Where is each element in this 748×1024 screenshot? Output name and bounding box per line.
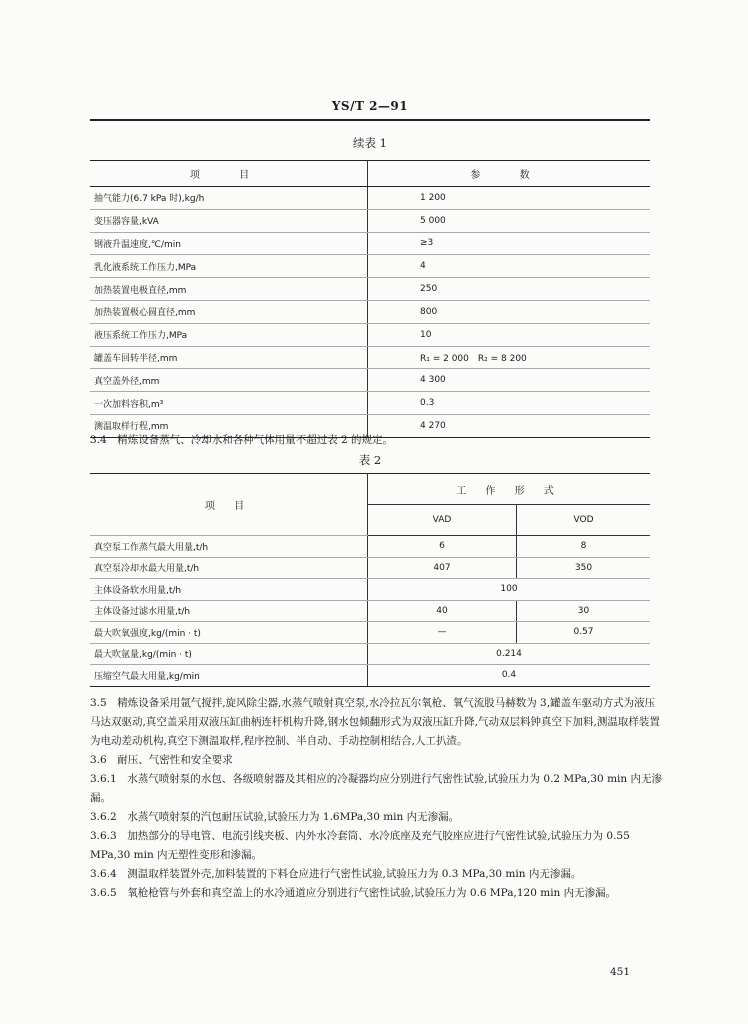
- table1-value: 5 000: [368, 209, 651, 232]
- table-row: [90, 557, 650, 579]
- table-row: [90, 255, 650, 278]
- table2-vod: 8: [517, 536, 651, 558]
- table2-merged-value: 0.4: [368, 665, 651, 687]
- table2-item: 主体设备软水用量,t/h: [90, 579, 368, 601]
- table2-vod: 350: [517, 557, 651, 579]
- table1-value: 800: [368, 300, 651, 323]
- clause-3-6-5: 3.6.5 氧枪枪管与外套和真空盖上的水冷通道应分别进行气密性试验,试验压力为 0.6 MPa,120 min 内无渗漏。: [90, 887, 617, 899]
- clause-3-6-4: 3.6.4 测温取样装置外壳,加料装置的下料仓应进行气密性试验,试验压力为 0.3 MPa,30 min 内无渗漏。: [90, 868, 582, 880]
- table1-item: 加热装置电极直径,mm: [90, 278, 368, 301]
- table-row: [90, 278, 650, 301]
- table-row: [90, 300, 650, 323]
- table2-col-item: 项 目: [90, 474, 368, 536]
- table-row: [90, 323, 650, 346]
- table1-col-param: 参 数: [368, 161, 651, 187]
- table2-vod: 30: [517, 600, 651, 622]
- table2-item: 压缩空气最大用量,kg/min: [90, 665, 368, 687]
- table-row: [90, 346, 650, 369]
- table1-value: 0.3: [368, 392, 651, 415]
- table2-vad: 6: [368, 536, 517, 558]
- table-row: [90, 392, 650, 415]
- table-row: [90, 187, 650, 210]
- table2-vad: 407: [368, 557, 517, 579]
- table1-value: ≥3: [368, 232, 651, 255]
- table1-item: 变压器容量,kVA: [90, 209, 368, 232]
- table1-value: 4 270: [368, 414, 651, 437]
- table1-col-item: 项 目: [90, 161, 368, 187]
- table1-caption: 续表 1: [353, 136, 387, 150]
- table2-item: 真空泵工作蒸气最大用量,t/h: [90, 536, 368, 558]
- table2: [90, 473, 650, 687]
- table-row: [90, 579, 650, 601]
- clause-3-6-3: 3.6.3 加热部分的导电管、电流引线夹板、内外水冷套筒、水冷底座及充气胶座应进行气密性试验,试验压力为 0.55 MPa,30 min 内无塑性变形和渗漏。: [90, 830, 630, 861]
- table1-item: 真空盖外径,mm: [90, 369, 368, 392]
- table1: [90, 160, 650, 438]
- clause-3-5: 3.5 精炼设备采用氩气搅拌,旋风除尘器,水蒸气喷射真空泵,水冷拉瓦尔氧枪、氧气流股马赫数为 3,罐盖车驱动方式为液压马达双驱动,真空盖采用双液压缸曲柄连杆机构升降,钢水包倾翻形式为双液压缸升降,气动双层料钟真空下加料,测温取样装置为电动差动机构,真空下测温取样,程序控制、半自动、手动控制相结合,人工扒渣。: [90, 697, 660, 747]
- table2-item: 最大吹氩量,kg/(min · t): [90, 643, 368, 665]
- table-row: [90, 622, 650, 644]
- table2-merged-value: 100: [368, 579, 651, 601]
- table2-vad: 40: [368, 600, 517, 622]
- clause-3-6: 3.6 耐压、气密性和安全要求: [90, 754, 233, 766]
- table1-value: 250: [368, 278, 651, 301]
- table1-item: 罐盖车回转半径,mm: [90, 346, 368, 369]
- table1-value: 4 300: [368, 369, 651, 392]
- table-row: [90, 665, 650, 687]
- clause-3-6-2: 3.6.2 水蒸气喷射泵的汽包耐压试验,试验压力为 1.6MPa,30 min 内无渗漏。: [90, 811, 460, 823]
- table2-header-row: [90, 474, 650, 505]
- table-row: [90, 600, 650, 622]
- table2-merged-value: 0.214: [368, 643, 651, 665]
- table1-item: 一次加料容积,m³: [90, 392, 368, 415]
- table2-col-vad: VAD: [368, 505, 517, 536]
- table1-item: 测温取样行程,mm: [90, 414, 368, 437]
- table1-item: 抽气能力(6.7 kPa 时),kg/h: [90, 187, 368, 210]
- table2-item: 主体设备过滤水用量,t/h: [90, 600, 368, 622]
- table2-vad: —: [368, 622, 517, 644]
- header-rule: [90, 119, 650, 121]
- table1-item: 乳化液系统工作压力,MPa: [90, 255, 368, 278]
- clause-3-4: 3.4 精炼设备蒸气、冷却水和各种气体用量不超过表 2 的规定。: [90, 434, 394, 446]
- table-row: [90, 536, 650, 558]
- table1-value: 1 200: [368, 187, 651, 210]
- table-row: [90, 209, 650, 232]
- table1-value: 10: [368, 323, 651, 346]
- table1-item: 液压系统工作压力,MPa: [90, 323, 368, 346]
- table-row: [90, 232, 650, 255]
- table2-caption: 表 2: [358, 453, 382, 467]
- table1-value: R₁ = 2 000 R₂ = 8 200: [368, 346, 651, 369]
- clause-3-6-1: 3.6.1 水蒸气喷射泵的水包、各级喷射器及其相应的冷凝器均应分别进行气密性试验,试验压力为 0.2 MPa,30 min 内无渗漏。: [90, 773, 662, 804]
- table1-item: 加热装置极心圆直径,mm: [90, 300, 368, 323]
- table2-item: 真空泵冷却水最大用量,t/h: [90, 557, 368, 579]
- table-row: [90, 643, 650, 665]
- table2-col-mode: 工 作 形 式: [368, 474, 651, 505]
- standard-number: YS/T 2—91: [331, 99, 409, 113]
- clauses-body: [90, 694, 665, 903]
- table2-col-vod: VOD: [517, 505, 651, 536]
- page-number: 451: [610, 966, 631, 978]
- table1-item: 钢液升温速度,℃/min: [90, 232, 368, 255]
- table-row: [90, 369, 650, 392]
- table1-header-row: [90, 161, 650, 187]
- table2-item: 最大吹氧强度,kg/(min · t): [90, 622, 368, 644]
- table2-vod: 0.57: [517, 622, 651, 644]
- table1-value: 4: [368, 255, 651, 278]
